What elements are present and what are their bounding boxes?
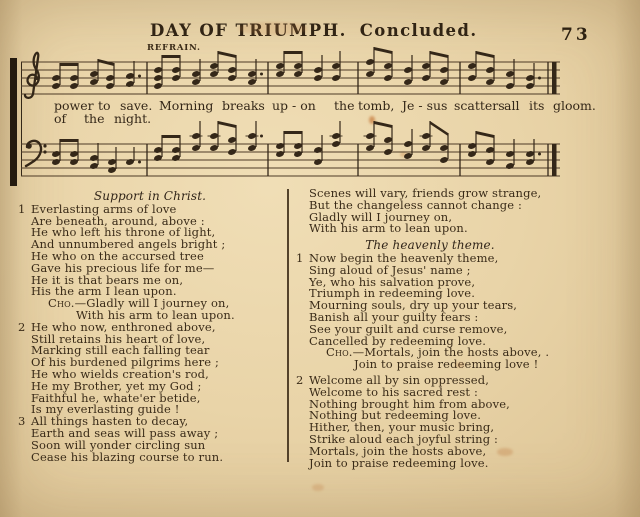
note-head	[505, 70, 515, 78]
note-head	[403, 140, 413, 148]
note-head	[209, 132, 219, 140]
verse-line: Hither, then, your music bring,	[309, 420, 495, 435]
note-head	[467, 62, 477, 70]
lyric-word: breaks	[222, 98, 265, 113]
augmentation-dot	[138, 161, 141, 164]
note-head	[227, 136, 237, 144]
note-head	[153, 154, 163, 162]
note-head	[505, 82, 515, 90]
verse-line: With his arm to lean upon.	[76, 307, 235, 322]
note-head	[421, 62, 431, 70]
refrain-label: REFRAIN.	[147, 43, 201, 53]
note-head	[69, 150, 79, 158]
note-head	[125, 72, 135, 80]
verse-line: Welcome to his sacred rest :	[309, 384, 479, 399]
hymn-section-title: The heavenly theme.	[365, 238, 495, 253]
verse-line: Marking still each falling tear	[31, 343, 210, 358]
verse-line: Cho.—Mortals, join the hosts above, .	[326, 345, 550, 360]
note-head	[525, 158, 535, 166]
note-head	[51, 158, 61, 166]
verse-line: With his arm to lean upon.	[309, 221, 468, 236]
beam	[284, 51, 302, 54]
note-head	[153, 146, 163, 154]
verse-line: He who on the accursed tree	[31, 248, 204, 263]
note-head	[293, 70, 303, 78]
augmentation-dot	[260, 135, 263, 138]
note-head	[403, 152, 413, 160]
verse-number: 2	[18, 319, 26, 334]
note-head	[69, 74, 79, 82]
note-head	[227, 66, 237, 74]
note-head	[107, 166, 117, 174]
note-head	[153, 66, 163, 74]
lyric-word: the	[84, 111, 105, 126]
note-head	[383, 74, 393, 82]
verse-line: He who left his throne of light,	[31, 225, 216, 240]
beam	[162, 55, 180, 58]
note-head	[153, 82, 163, 90]
note-head	[485, 66, 495, 74]
verse-line: Strike aloud each joyful string :	[309, 431, 499, 446]
verse-number: 3	[18, 414, 26, 429]
note-head	[525, 82, 535, 90]
lyric-word: all	[504, 98, 520, 113]
verse-number: 1	[296, 250, 304, 265]
note-head	[467, 150, 477, 158]
verse-line: Soon will yonder circling sun	[31, 437, 206, 452]
beam	[374, 47, 392, 54]
note-head	[331, 140, 341, 148]
note-head	[209, 62, 219, 70]
note-head	[51, 74, 61, 82]
verse-line: Scenes will vary, friends grow strange,	[309, 186, 542, 200]
note-head	[107, 158, 117, 166]
verse-line: Faithful he, whate'er betide,	[31, 390, 201, 405]
verse-line: 2 Welcome all by sin oppressed,	[296, 372, 490, 387]
verse-line: And unnumbered angels bright ;	[31, 237, 226, 252]
note-head	[331, 132, 341, 140]
verse-line: 2 He who now, enthroned above,	[18, 319, 216, 334]
beam	[476, 131, 494, 138]
note-head	[467, 74, 477, 82]
note-head	[105, 82, 115, 90]
verse-line: Cho.—Gladly will I journey on,	[48, 296, 230, 311]
song-title-suffix: Concluded.	[359, 21, 478, 40]
note-head	[485, 158, 495, 166]
song-title: DAY OF TRIUMPH.	[150, 21, 347, 40]
note-head	[125, 158, 135, 166]
note-head	[331, 74, 341, 82]
note-head	[439, 144, 449, 152]
note-head	[293, 150, 303, 158]
note-head	[439, 66, 449, 74]
note-head	[51, 150, 61, 158]
note-head	[467, 142, 477, 150]
lyric-word: of	[54, 111, 67, 126]
verse-line: Is my everlasting guide !	[31, 402, 180, 417]
note-head	[485, 78, 495, 86]
verse-line: Of his burdened pilgrims here ;	[31, 355, 220, 370]
note-head	[403, 66, 413, 74]
augmentation-dot	[538, 77, 541, 80]
note-head	[247, 144, 257, 152]
note-head	[485, 146, 495, 154]
beam	[60, 63, 78, 66]
note-head	[89, 154, 99, 162]
beam	[98, 59, 114, 66]
note-head	[275, 70, 285, 78]
lyric-word: the	[334, 98, 355, 113]
verse-line: But the changeless cannot change :	[309, 197, 523, 212]
verse-line: Banish all your guilty fears :	[309, 309, 479, 324]
beam	[430, 51, 448, 58]
note-head	[383, 148, 393, 156]
bass-clef-dot	[43, 150, 46, 153]
note-head	[227, 148, 237, 156]
verse-line: Join to praise redeeming love.	[309, 455, 489, 470]
verse-line: 1 Now begin the heavenly theme,	[296, 250, 499, 265]
verse-line: Sing aloud of Jesus' name ;	[309, 262, 471, 277]
note-head	[89, 70, 99, 78]
note-head	[331, 62, 341, 70]
page-title	[150, 21, 478, 40]
page-number: 73	[561, 25, 591, 45]
lyrics-line-1	[8, 98, 640, 112]
note-head	[313, 158, 323, 166]
note-head	[171, 146, 181, 154]
note-head	[293, 142, 303, 150]
note-head	[505, 162, 515, 170]
verse-line: Cease his blazing course to run.	[31, 449, 224, 464]
verse-line: 1 Everlasting arms of love	[18, 201, 177, 216]
lyric-word: save.	[120, 98, 153, 113]
note-head	[439, 156, 449, 164]
verse-line: Are beneath, around, above :	[31, 213, 205, 228]
lyric-word: tomb,	[358, 98, 395, 113]
final-barline-thick	[552, 62, 557, 94]
lyric-word: up - on	[272, 98, 316, 113]
note-head	[69, 158, 79, 166]
lyric-word: to	[98, 98, 111, 113]
verse-line: Ye, who his salvation prove,	[309, 274, 476, 289]
verse-line: He it is that bears me on,	[31, 272, 184, 287]
lyric-word: scatters	[454, 98, 505, 113]
stain	[312, 484, 324, 491]
treble-clef-icon	[25, 53, 39, 98]
note-head	[403, 78, 413, 86]
note-head	[191, 78, 201, 86]
note-head	[313, 74, 323, 82]
note-head	[125, 80, 135, 88]
note-head	[191, 144, 201, 152]
note-head	[505, 150, 515, 158]
note-head	[421, 74, 431, 82]
bass-clef-icon	[26, 141, 41, 166]
verse-line: Join to praise redeeming love !	[354, 357, 539, 372]
beam	[218, 51, 236, 58]
augmentation-dot	[138, 75, 141, 78]
note-head	[209, 70, 219, 78]
beam	[162, 135, 180, 138]
verse-number: 2	[296, 372, 304, 387]
lyric-word: Je - sus	[402, 98, 448, 113]
note-head	[313, 66, 323, 74]
verse-line: 3 All things hasten to decay,	[18, 414, 189, 429]
verse-line: He my Brother, yet my God ;	[31, 378, 202, 393]
verse-line: Earth and seas will pass away ;	[31, 425, 219, 440]
lyric-word: its	[529, 98, 545, 113]
note-head	[171, 66, 181, 74]
verse-line: Gave his precious life for me—	[31, 260, 215, 275]
note-head	[191, 132, 201, 140]
note-head	[525, 150, 535, 158]
verse-line: Gladly will I journey on,	[309, 209, 453, 224]
beam	[476, 51, 494, 58]
augmentation-dot	[538, 153, 541, 156]
hymn-section-title: Support in Christ.	[93, 189, 207, 203]
chorus-label: Cho.—	[326, 345, 365, 360]
note-head	[421, 144, 431, 152]
column-divider	[287, 189, 289, 462]
verse-line: His the arm I lean upon.	[31, 284, 177, 299]
lyric-word: Morning	[159, 98, 214, 113]
note-head	[89, 78, 99, 86]
verse-line: See your guilt and curse remove,	[309, 321, 508, 336]
note-head	[525, 74, 535, 82]
verse-line: Nothing but redeeming love.	[309, 408, 482, 423]
final-barline-thick	[552, 144, 557, 176]
note-head	[275, 150, 285, 158]
right-column	[296, 188, 564, 469]
note-head	[383, 62, 393, 70]
note-head	[69, 82, 79, 90]
verse-line: Still retains his heart of love,	[31, 331, 206, 346]
note-head	[293, 62, 303, 70]
note-head	[439, 78, 449, 86]
verse-line: Mortals, join the hosts above,	[309, 443, 487, 458]
left-column	[18, 190, 282, 463]
lyric-word: gloom.	[553, 98, 596, 113]
chorus-label: Cho.—	[48, 296, 87, 311]
note-head	[365, 70, 375, 78]
lyrics-line-2	[8, 111, 640, 125]
note-head	[421, 132, 431, 140]
note-head	[275, 62, 285, 70]
lyric-word: night.	[114, 111, 152, 126]
verse-line: Nothing brought him from above,	[309, 396, 510, 411]
note-head	[191, 70, 201, 78]
note-head	[89, 162, 99, 170]
verse-line: Mourning souls, dry up your tears,	[309, 298, 518, 313]
note-head	[247, 70, 257, 78]
note-head	[209, 144, 219, 152]
bass-clef-dot	[43, 144, 46, 147]
note-head	[383, 136, 393, 144]
verse-line: He who wields creation's rod,	[31, 366, 209, 381]
note-head	[275, 142, 285, 150]
note-head	[365, 132, 375, 140]
verse-line: Triumph in redeeming love.	[309, 286, 476, 301]
augmentation-dot	[260, 73, 263, 76]
note-head	[247, 78, 257, 86]
note-head	[227, 74, 237, 82]
note-head	[313, 146, 323, 154]
note-head	[171, 154, 181, 162]
verse-number: 1	[18, 201, 26, 216]
note-head	[105, 74, 115, 82]
verse-line: Cancelled by redeeming love.	[309, 333, 487, 348]
lyric-word: power	[54, 98, 94, 113]
note-head	[247, 132, 257, 140]
note-head	[153, 74, 163, 82]
beam	[60, 139, 78, 142]
note-head	[51, 82, 61, 90]
beam	[284, 131, 302, 134]
note-head	[365, 58, 375, 66]
note-head	[365, 144, 375, 152]
note-head	[171, 74, 181, 82]
